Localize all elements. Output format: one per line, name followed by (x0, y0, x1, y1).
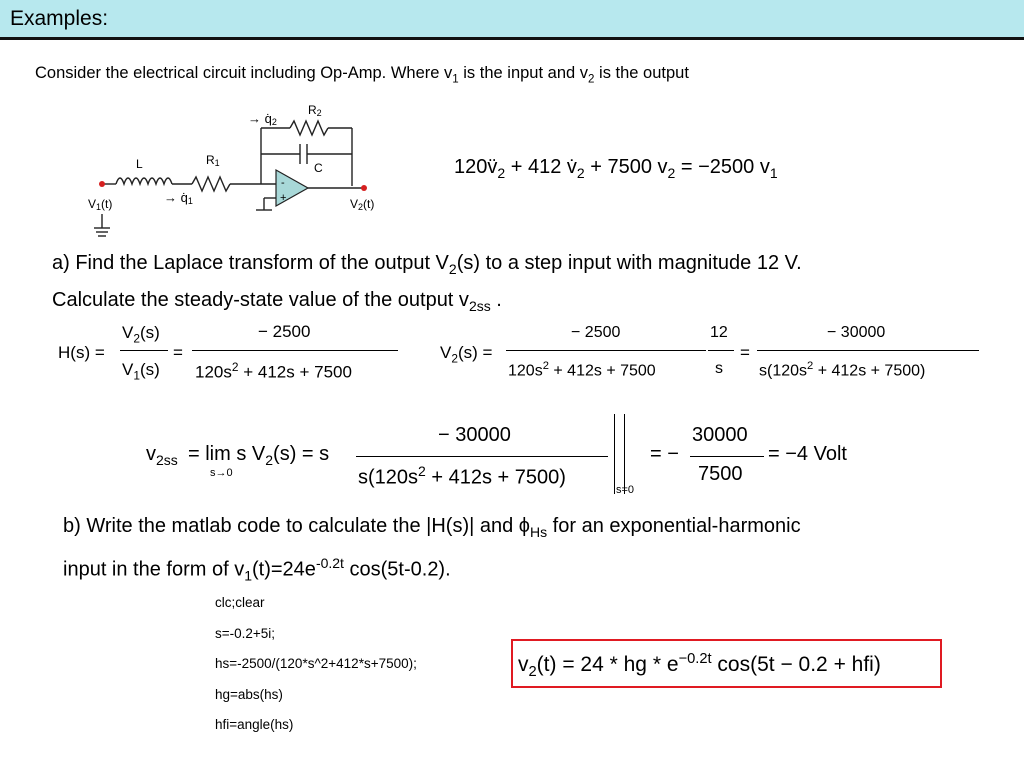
code-line: hg=abs(hs) (215, 687, 283, 702)
part-a-text: a) Find the Laplace transform of the output $V_2(s)$ to a step input with magnitude 12 V. Calculate the steady-state value of the output $v_{2ss}$ . (52, 252, 802, 314)
inductor-L (116, 178, 172, 184)
code-line: hs=-2500/(120*s^2+412*s+7500); (215, 656, 417, 671)
svg-text:V1(t): V1(t) (88, 197, 113, 212)
title-bar (0, 0, 1024, 40)
svg-text:-: - (281, 177, 285, 189)
slide-title: Examples: (10, 7, 109, 30)
input-terminal (99, 181, 105, 187)
resistor-R1 (192, 177, 230, 191)
output-response-box: $v_2(t) = 24$ * hg * $e^{-0.2t}$ cos(5t − 0.2 + hfi) (511, 639, 942, 688)
svg-text:R1: R1 (206, 153, 220, 168)
code-line: clc;clear (215, 595, 265, 610)
svg-text:→ q̇1: → q̇1 (164, 190, 193, 206)
opamp-circuit-diagram (80, 98, 400, 248)
ode-equation: $120v̈_2 + 412$ $v̇_2 + 7500$ $v_2 = -2500$ $v_1$ (454, 156, 778, 181)
output-terminal (361, 185, 367, 191)
part-b-text: b) Write the matlab code to calculate the |H(s)| and $\phi_{Hs}$ for an exponential-harmonic input in the form of $v_1(t)=24e^{-0.2t}$ cos(5t-0.2). (63, 515, 801, 584)
resistor-R2 (290, 121, 328, 135)
svg-text:→ q̇2: → q̇2 (248, 111, 277, 127)
svg-text:C: C (314, 161, 323, 175)
svg-text:L: L (136, 157, 143, 171)
code-line: hfi=angle(hs) (215, 717, 294, 732)
svg-text:+: + (280, 192, 287, 204)
svg-text:R2: R2 (308, 103, 322, 118)
svg-text:V2(t): V2(t) (350, 197, 375, 212)
code-line: s=-0.2+5i; (215, 626, 276, 641)
intro-text: Consider the electrical circuit including Op-Amp. Where $v_1$ is the input and $v_2$ is the output (35, 64, 689, 86)
